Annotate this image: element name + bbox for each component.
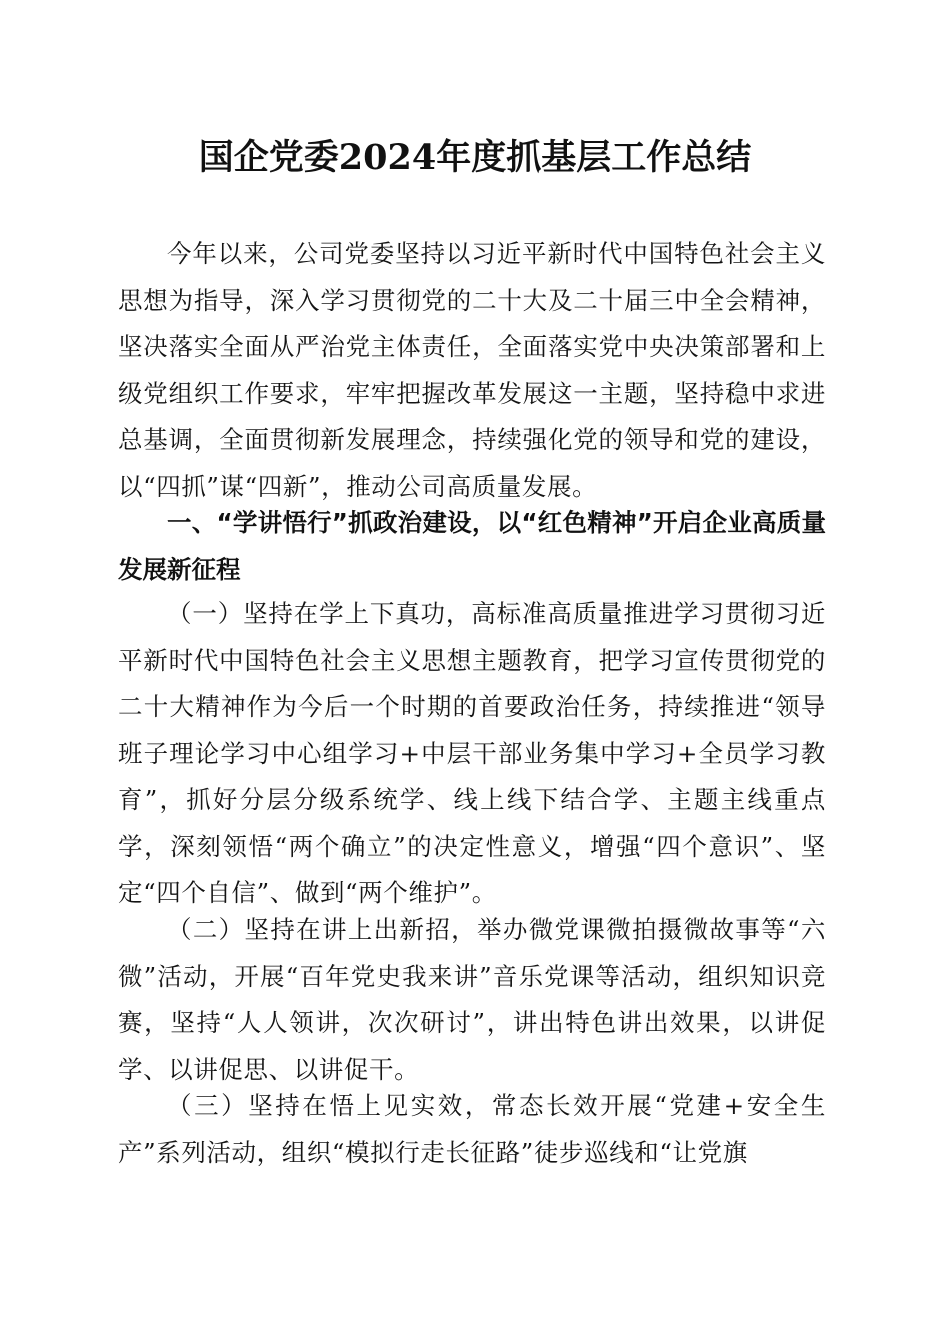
document-title: 国企党委2024年度抓基层工作总结 <box>198 137 752 178</box>
subsection-paragraph-3: （三）坚持在悟上见实效，常态长效开展“党建+安全生产”系列活动，组织“模拟行走长征路”徒步巡线和“让党旗 <box>118 1091 826 1167</box>
subsection-paragraph-1: （一）坚持在学上下真功，高标准高质量推进学习贯彻习近平新时代中国特色社会主义思想主题教育，把学习宣传贯彻党的二十大精神作为今后一个时期的首要政治任务，持续推进“领导班子理论学习中心组学习+中层干部业务集中学习+全员学习教育”，抓好分层分级系统学、线上线下结合学、主题主线重点学，深刻领悟“两个确立”的决定性意义，增强“四个意识”、坚定“四个自信”、做到“两个维护”。 <box>118 599 826 907</box>
section-heading: 一、“学讲悟行”抓政治建设，以“红色精神”开启企业高质量发展新征程 <box>118 508 826 584</box>
intro-paragraph: 今年以来，公司党委坚持以习近平新时代中国特色社会主义思想为指导，深入学习贯彻党的二十大及二十届三中全会精神，坚决落实全面从严治党主体责任，全面落实党中央决策部署和上级党组织工作要求，牢牢把握改革发展这一主题，坚持稳中求进总基调，全面贯彻新发展理念，持续强化党的领导和党的建设，以“四抓”谋“四新”，推动公司高质量发展。 <box>118 239 826 501</box>
subsection-paragraph-2: （二）坚持在讲上出新招，举办微党课微拍摄微故事等“六微”活动，开展“百年党史我来讲”音乐党课等活动，组织知识竞赛，坚持“人人领讲，次次研讨”，讲出特色讲出效果，以讲促学、以讲促思、以讲促干。 <box>118 915 826 1084</box>
